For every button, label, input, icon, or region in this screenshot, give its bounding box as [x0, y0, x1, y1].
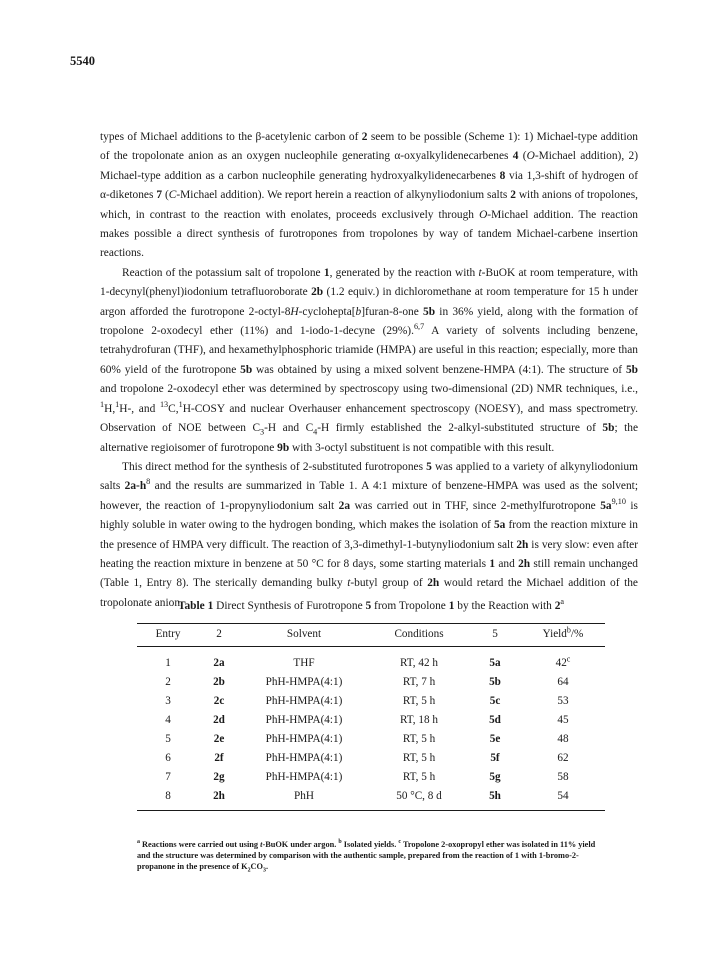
table-row — [137, 729, 605, 748]
page-number: 5540 — [70, 54, 95, 68]
table-row — [137, 767, 605, 786]
table-body — [137, 647, 605, 811]
cell-conditions: RT, 5 h — [402, 751, 436, 764]
cell-conditions: RT, 42 h — [400, 656, 438, 669]
footnote-text: $^a$ Reactions were carried out using t-BuOK under argon. $^b$ Isolated yields. $^c$ Tropolone 2-oxopropyl ether was isolated in 11% yield and the structure was determined by comparison with the authentic sample, prepared from the reaction of 1 with 1-bromo-2-propanone in the presence of $K_2CO_3$. — [137, 839, 596, 874]
body-text — [100, 128, 638, 613]
cell-yield: 42$^c$ — [555, 653, 571, 669]
cell-reagent: 2g — [213, 770, 225, 783]
cell-product: 5h — [489, 789, 501, 802]
header-product: 5 — [492, 628, 498, 640]
cell-solvent: PhH-HMPA(4:1) — [265, 770, 343, 783]
table-row — [137, 691, 605, 710]
cell-reagent: 2f — [214, 751, 224, 764]
cell-product: 5c — [489, 694, 501, 707]
cell-reagent: 2a — [213, 656, 225, 669]
cell-solvent: PhH — [294, 789, 314, 802]
table-1 — [137, 597, 605, 811]
cell-entry: 4 — [165, 713, 171, 726]
cell-conditions: RT, 7 h — [402, 675, 436, 688]
paragraph: Reaction of the potassium salt of tropolone 1, generated by the reaction with t-BuOK at room temperature, with 1-decynyl(phenyl)iodonium tetrafluoroborate 2b (1.2 equiv.) in dichloromethane at room temperature for 15 h under argon afforded the furotropone 2-octyl-8H-cyclohepta[b]furan-8-one 5b in 36% yield, along with the formation of tropolone 2-oxodecyl ether (11%) and 1-iodo-1-decyne (29%).$^{6,7}$ A variety of solvents including benzene, tetrahydrofuran (THF), and hexamethylphosphoric triamide (HMPA) are useful in this reaction; especially, more than 60% yield of the furotropone 5b was obtained by using a mixed solvent benzene-HMPA (4:1). The structure of 5b and tropolone 2-oxodecyl ether was determined by spectroscopy using two-dimensional (2D) NMR techniques, i.e., $^1$H,$^1$H-, and $^{13}$C,$^1$H-COSY and nuclear Overhauser enhancement spectroscopy (NOESY), and mass spectrometry. Observation of NOE between $C_3-H$ and $C_4-H$ firmly established the 2-alkyl-substituted structure of 5b; the alternative regioisomer of furotropone 9b with 3-octyl substituent is not compatible with this result. — [100, 266, 639, 454]
cell-entry: 3 — [165, 694, 171, 707]
cell-entry: 2 — [165, 675, 171, 688]
cell-conditions: RT, 5 h — [402, 770, 436, 783]
cell-conditions: 50 °C, 8 d — [396, 789, 442, 802]
table-caption-label: Table 1 — [177, 600, 214, 612]
cell-solvent: PhH-HMPA(4:1) — [265, 713, 343, 726]
cell-solvent: PhH-HMPA(4:1) — [265, 694, 343, 707]
cell-conditions: RT, 5 h — [402, 694, 436, 707]
cell-entry: 6 — [165, 751, 171, 764]
cell-product: 5f — [490, 751, 500, 764]
cell-product: 5a — [489, 656, 501, 669]
cell-product: 5g — [489, 770, 501, 783]
cell-reagent: 2c — [213, 694, 225, 707]
table-header-row — [137, 624, 605, 647]
table-caption — [137, 597, 605, 612]
table-caption-text: Direct Synthesis of Furotropone 5 from Tropolone 1 by the Reaction with 2$^a$ — [216, 597, 565, 612]
table-footnotes — [137, 839, 605, 872]
cell-product: 5b — [489, 675, 501, 688]
cell-solvent: PhH-HMPA(4:1) — [265, 732, 343, 745]
cell-yield: 45 — [557, 713, 569, 726]
cell-yield: 54 — [557, 789, 569, 802]
cell-reagent: 2d — [213, 713, 225, 726]
header-conditions: Conditions — [394, 628, 444, 640]
table-row — [137, 786, 605, 811]
header-reagent: 2 — [216, 628, 222, 640]
cell-product: 5e — [489, 732, 501, 745]
cell-entry: 1 — [165, 656, 171, 669]
cell-reagent: 2e — [213, 732, 225, 745]
cell-solvent: THF — [293, 656, 315, 669]
paragraph: types of Michael additions to the β-acetylenic carbon of 2 seem to be possible (Scheme 1): 1) Michael-type addition of the tropolonate anion as an oxygen nucleophile generating α-oxyalkylidenecarbenes 4 (O-Michael addition), 2) Michael-type addition as a carbon nucleophile generating hydroxyalkylidenecarbenes 8 via 1,3-shift of hydrogen of α-diketones 7 (C-Michael addition). We report herein a reaction of alkynyliodonium salts 2 with anions of tropolones, which, in contrast to the reaction with enolates, proceeds exclusively through O-Michael addition. The reaction makes possible a direct synthesis of furotropones from tropolones by way of tandem Michael-carbene insertion reactions. — [100, 131, 639, 260]
header-entry: Entry — [155, 628, 181, 640]
cell-conditions: RT, 18 h — [400, 713, 438, 726]
table-row — [137, 647, 605, 673]
table-row — [137, 710, 605, 729]
table-row — [137, 672, 605, 691]
cell-reagent: 2b — [213, 675, 225, 688]
cell-entry: 5 — [165, 732, 171, 745]
cell-yield: 58 — [557, 770, 569, 783]
paragraph: This direct method for the synthesis of 2-substituted furotropones 5 was applied to a variety of alkynyliodonium salts $2a-h^8$ and the results are summarized in Table 1. A 4:1 mixture of benzene-HMPA was used as the solvent; however, the reaction of 1-propynyliodonium salt 2a was carried out in THF, since 2-methylfurotropone $5a^{9,10}$ is highly soluble in water owing to the hydrogen bonding, which makes the isolation of 5a from the reaction mixture in the presence of HMPA very difficult. The reaction of 3,3-dimethyl-1-butynyliodonium salt 2h is very slow: even after heating the reaction mixture in benzene at 50 °C for 8 days, some starting materials 1 and 2h still remain unchanged (Table 1, Entry 8). The sterically demanding bulky t-butyl group of 2h would retard the Michael addition of the tropolonate anion. — [100, 460, 638, 609]
cell-conditions: RT, 5 h — [402, 732, 436, 745]
cell-entry: 8 — [165, 789, 171, 802]
cell-yield: 62 — [557, 751, 569, 764]
header-solvent: Solvent — [286, 628, 322, 640]
cell-solvent: PhH-HMPA(4:1) — [265, 675, 343, 688]
cell-solvent: PhH-HMPA(4:1) — [265, 751, 343, 764]
table-row — [137, 748, 605, 767]
results-table — [137, 623, 605, 811]
cell-product: 5d — [489, 713, 501, 726]
cell-yield: 53 — [557, 694, 569, 707]
cell-yield: 48 — [557, 732, 569, 745]
cell-reagent: 2h — [213, 789, 225, 802]
cell-yield: 64 — [557, 675, 569, 688]
header-yield: Yield$^b$/% — [542, 625, 584, 640]
cell-entry: 7 — [165, 770, 171, 783]
